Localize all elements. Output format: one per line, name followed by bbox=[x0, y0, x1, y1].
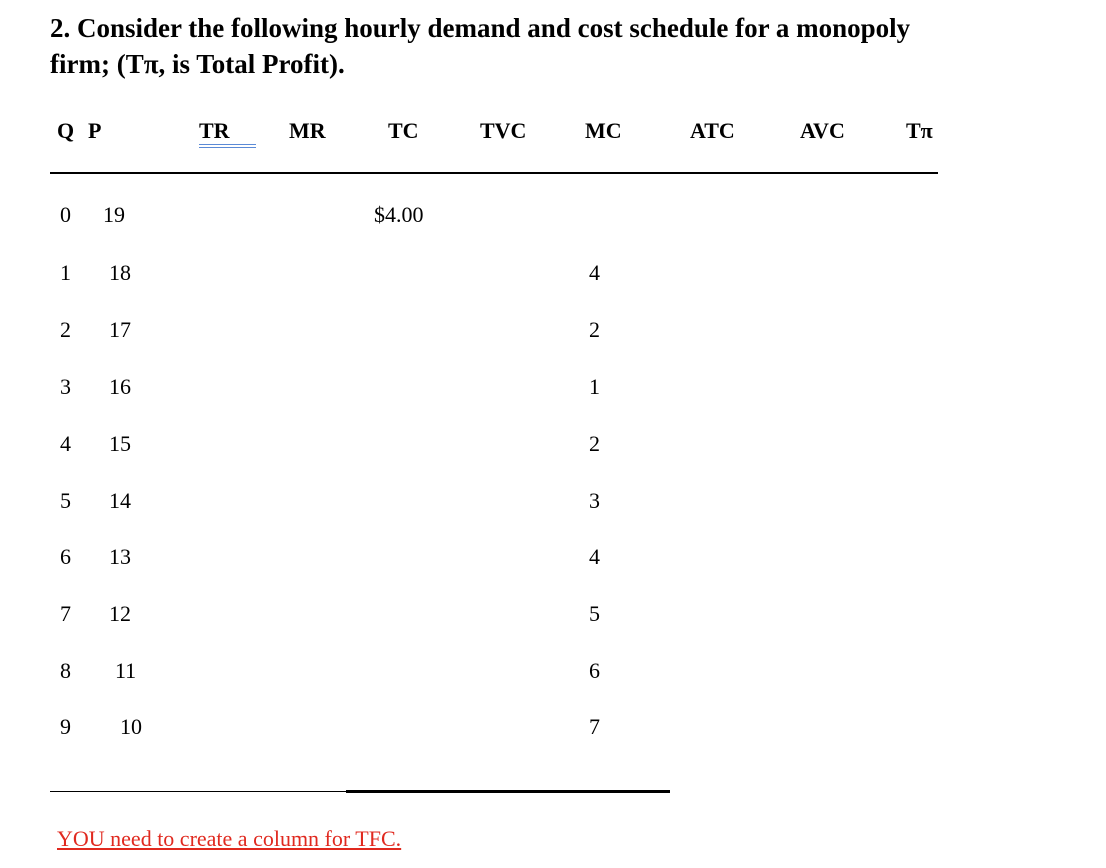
cell-p: 12 bbox=[109, 601, 131, 626]
cell-mc: 4 bbox=[589, 544, 600, 569]
cell-p: 15 bbox=[109, 431, 131, 456]
cell-q: 5 bbox=[60, 488, 71, 513]
cell-q: 1 bbox=[60, 260, 71, 285]
cell-mc: 2 bbox=[589, 317, 600, 342]
cell-q: 6 bbox=[60, 544, 71, 569]
cell-mc: 1 bbox=[589, 374, 600, 399]
footer-divider-right bbox=[346, 790, 670, 793]
header-mc: MC bbox=[585, 118, 622, 143]
header-mr: MR bbox=[289, 118, 326, 143]
header-p: P bbox=[88, 118, 102, 143]
cell-p: 10 bbox=[120, 714, 142, 739]
header-divider bbox=[50, 172, 938, 174]
cell-mc: 6 bbox=[589, 658, 600, 683]
header-atc: ATC bbox=[690, 118, 735, 143]
question-line-1: 2. Consider the following hourly demand and cost schedule for a monopoly bbox=[50, 13, 911, 43]
cell-q: 4 bbox=[60, 431, 71, 456]
header-tr: TR bbox=[199, 118, 256, 148]
cell-p: 17 bbox=[109, 317, 131, 342]
header-avc: AVC bbox=[800, 118, 845, 143]
cell-q: 2 bbox=[60, 317, 71, 342]
header-q: Q bbox=[57, 118, 75, 143]
cell-p: 19 bbox=[103, 202, 125, 227]
question-title bbox=[50, 10, 1050, 82]
cell-q: 7 bbox=[60, 601, 71, 626]
cell-q: 9 bbox=[60, 714, 71, 739]
header-total-profit: Tπ bbox=[906, 118, 933, 143]
cell-q: 8 bbox=[60, 658, 71, 683]
cell-mc: 7 bbox=[589, 714, 600, 739]
cell-q: 3 bbox=[60, 374, 71, 399]
cell-p: 11 bbox=[115, 658, 137, 683]
cell-p: 14 bbox=[109, 488, 131, 513]
tfc-instruction-note: YOU need to create a column for TFC. bbox=[57, 826, 402, 851]
cell-mc: 3 bbox=[589, 488, 600, 513]
header-tvc: TVC bbox=[480, 118, 527, 143]
cell-mc: 2 bbox=[589, 431, 600, 456]
cell-p: 18 bbox=[109, 260, 131, 285]
question-line-2: firm; (Tπ, is Total Profit). bbox=[50, 49, 345, 79]
cell-tc: $4.00 bbox=[374, 202, 424, 227]
cell-q: 0 bbox=[60, 202, 71, 227]
cell-p: 16 bbox=[109, 374, 131, 399]
cell-p: 13 bbox=[109, 544, 131, 569]
cell-mc: 5 bbox=[589, 601, 600, 626]
cell-mc: 4 bbox=[589, 260, 600, 285]
footer-divider-left bbox=[50, 791, 350, 792]
header-tc: TC bbox=[388, 118, 419, 143]
